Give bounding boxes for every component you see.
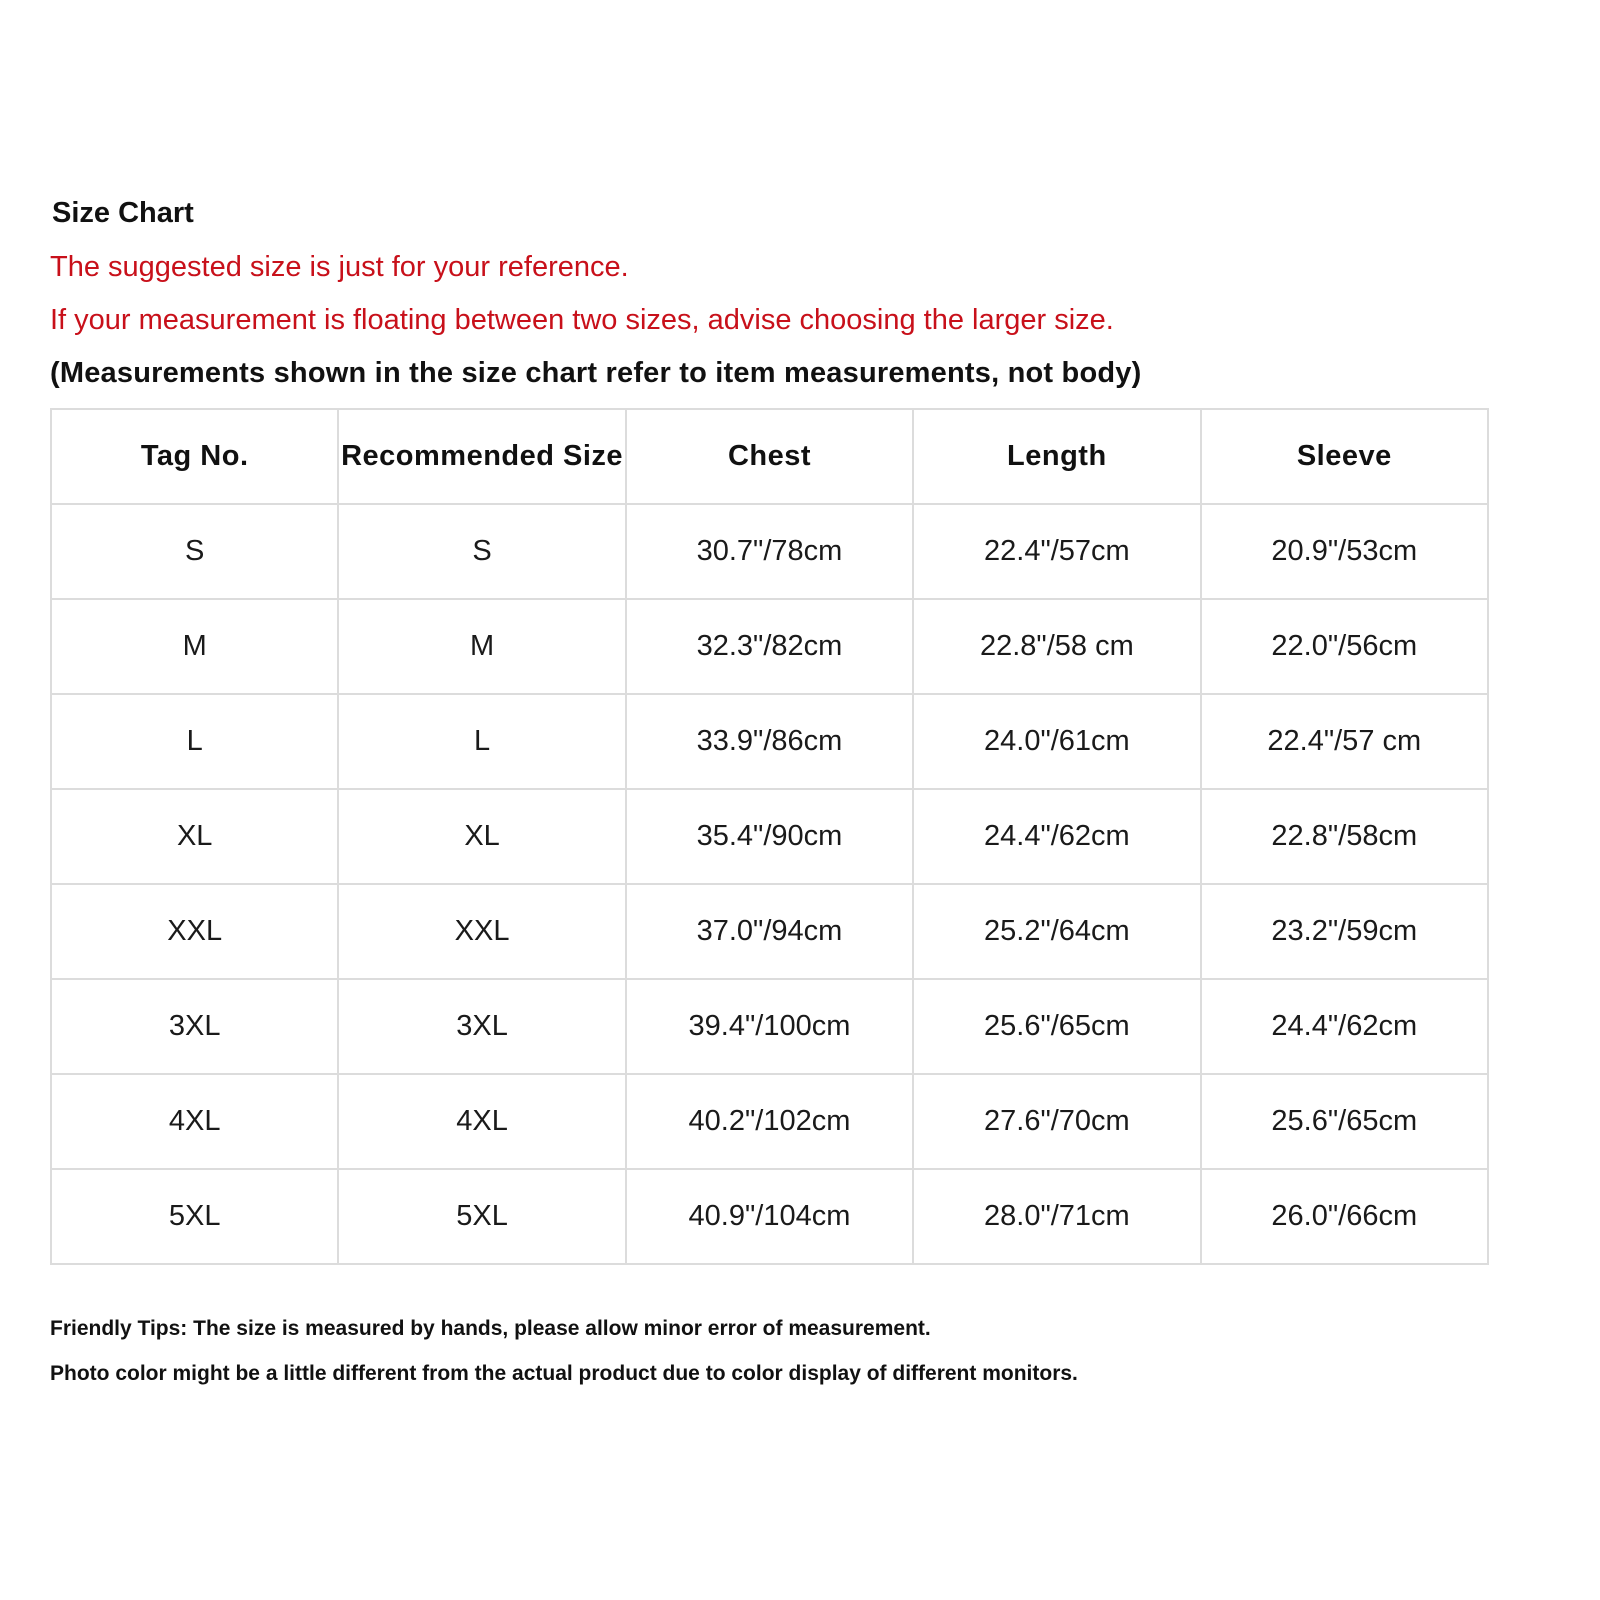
cell-chest: 40.2"/102cm	[626, 1074, 913, 1169]
cell-sleeve: 22.4"/57 cm	[1201, 694, 1488, 789]
cell-recommended-size: XL	[338, 789, 625, 884]
cell-sleeve: 22.8"/58cm	[1201, 789, 1488, 884]
cell-tag-no: 5XL	[51, 1169, 338, 1264]
cell-chest: 35.4"/90cm	[626, 789, 913, 884]
cell-length: 24.0"/61cm	[913, 694, 1200, 789]
measurement-disclaimer: (Measurements shown in the size chart refer to item measurements, not body)	[50, 357, 1142, 389]
cell-length: 25.2"/64cm	[913, 884, 1200, 979]
cell-sleeve: 23.2"/59cm	[1201, 884, 1488, 979]
cell-chest: 30.7"/78cm	[626, 504, 913, 599]
cell-tag-no: 4XL	[51, 1074, 338, 1169]
larger-size-advice: If your measurement is floating between two sizes, advise choosing the larger size.	[50, 304, 1114, 336]
page-title: Size Chart	[52, 197, 194, 229]
header-sleeve: Sleeve	[1201, 409, 1488, 504]
cell-recommended-size: S	[338, 504, 625, 599]
cell-chest: 37.0"/94cm	[626, 884, 913, 979]
table-row	[51, 599, 1488, 694]
cell-sleeve: 20.9"/53cm	[1201, 504, 1488, 599]
cell-sleeve: 22.0"/56cm	[1201, 599, 1488, 694]
cell-recommended-size: 5XL	[338, 1169, 625, 1264]
cell-recommended-size: 4XL	[338, 1074, 625, 1169]
cell-chest: 32.3"/82cm	[626, 599, 913, 694]
cell-length: 25.6"/65cm	[913, 979, 1200, 1074]
table-row	[51, 789, 1488, 884]
cell-length: 22.4"/57cm	[913, 504, 1200, 599]
cell-recommended-size: L	[338, 694, 625, 789]
header-chest: Chest	[626, 409, 913, 504]
cell-recommended-size: M	[338, 599, 625, 694]
cell-length: 28.0"/71cm	[913, 1169, 1200, 1264]
cell-tag-no: XL	[51, 789, 338, 884]
table-row	[51, 979, 1488, 1074]
table-row	[51, 1169, 1488, 1264]
table-row	[51, 1074, 1488, 1169]
table-header-row	[51, 409, 1488, 504]
table-row	[51, 694, 1488, 789]
cell-chest: 39.4"/100cm	[626, 979, 913, 1074]
cell-recommended-size: 3XL	[338, 979, 625, 1074]
cell-length: 24.4"/62cm	[913, 789, 1200, 884]
header-recommended-size: Recommended Size	[338, 409, 625, 504]
cell-sleeve: 25.6"/65cm	[1201, 1074, 1488, 1169]
cell-sleeve: 26.0"/66cm	[1201, 1169, 1488, 1264]
friendly-tip: Friendly Tips: The size is measured by hands, please allow minor error of measurement.	[50, 1317, 931, 1340]
cell-tag-no: XXL	[51, 884, 338, 979]
table-row	[51, 504, 1488, 599]
cell-tag-no: 3XL	[51, 979, 338, 1074]
header-tag-no: Tag No.	[51, 409, 338, 504]
cell-chest: 40.9"/104cm	[626, 1169, 913, 1264]
cell-sleeve: 24.4"/62cm	[1201, 979, 1488, 1074]
cell-chest: 33.9"/86cm	[626, 694, 913, 789]
cell-length: 27.6"/70cm	[913, 1074, 1200, 1169]
cell-tag-no: M	[51, 599, 338, 694]
color-disclaimer: Photo color might be a little different from the actual product due to color display of different monitors.	[50, 1362, 1078, 1385]
header-length: Length	[913, 409, 1200, 504]
reference-note: The suggested size is just for your reference.	[50, 251, 629, 283]
table-row	[51, 884, 1488, 979]
size-table	[50, 408, 1489, 1265]
cell-recommended-size: XXL	[338, 884, 625, 979]
cell-length: 22.8"/58 cm	[913, 599, 1200, 694]
cell-tag-no: L	[51, 694, 338, 789]
cell-tag-no: S	[51, 504, 338, 599]
